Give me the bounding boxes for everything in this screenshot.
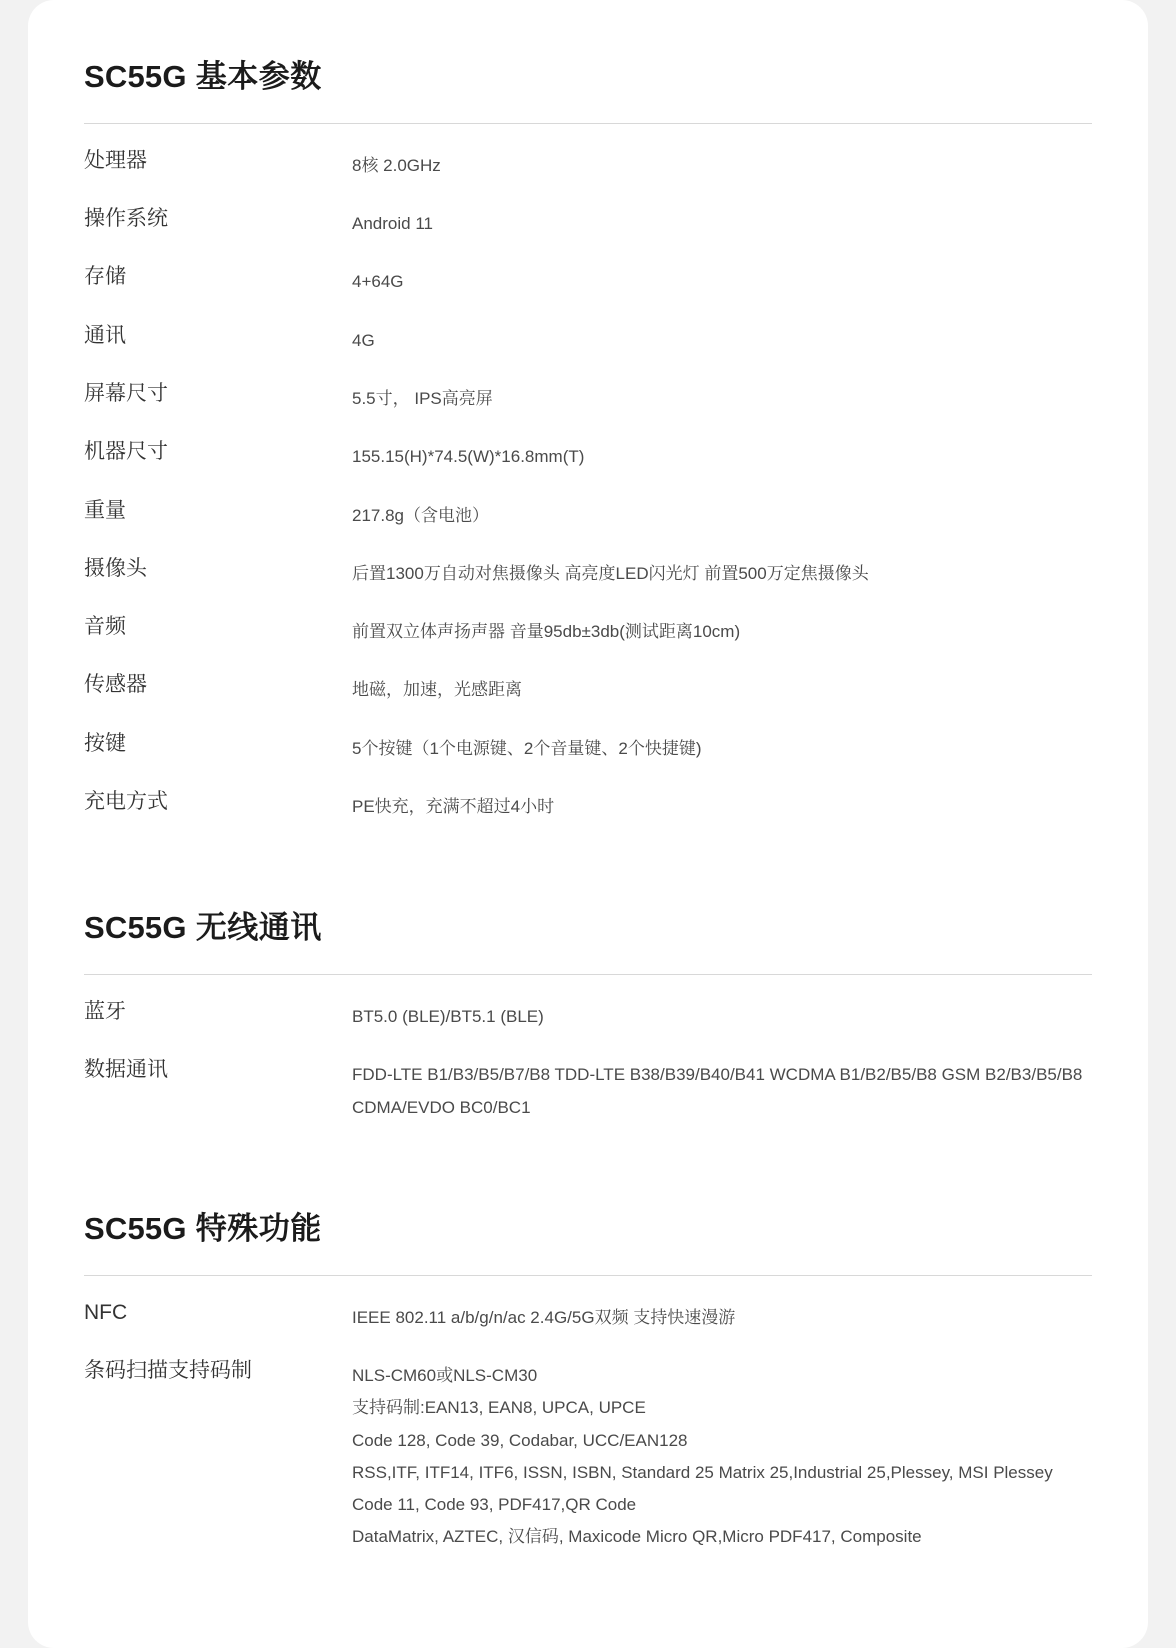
spec-value <box>352 996 1092 1033</box>
section-divider <box>84 1275 1092 1276</box>
section-title-model: SC55G <box>84 910 187 946</box>
spec-row <box>84 1344 1092 1564</box>
spec-row <box>84 775 1092 833</box>
spec-value-line: RSS,ITF, ITF14, ITF6, ISSN, ISBN, Standard 25 Matrix 25,Industrial 25,Plessey, MSI Plessey Code 11, Code 93, PDF417,QR Code <box>352 1462 1053 1515</box>
spec-value <box>352 495 1092 532</box>
spec-section <box>84 1158 1092 1588</box>
spec-row <box>84 250 1092 308</box>
spec-label: 按键 <box>84 731 126 755</box>
spec-row <box>84 542 1092 600</box>
spec-sheet-content <box>28 0 1148 1588</box>
spec-value-line: 4+64G <box>352 272 404 292</box>
spec-value <box>352 669 1092 706</box>
spec-value <box>352 261 1092 298</box>
spec-value-line: 217.8g（含电池） <box>352 505 489 525</box>
spec-label: 通讯 <box>84 323 126 347</box>
section-title <box>84 0 1092 97</box>
spec-label: 充电方式 <box>84 790 168 814</box>
spec-label: 机器尺寸 <box>84 440 168 464</box>
spec-label: 重量 <box>84 498 126 522</box>
spec-value-line: NLS-CM60或NLS-CM30 <box>352 1366 538 1385</box>
spec-row <box>84 192 1092 250</box>
spec-row <box>84 717 1092 775</box>
spec-row <box>84 658 1092 716</box>
spec-value <box>352 436 1092 473</box>
spec-section <box>84 0 1092 857</box>
spec-value-line: 8核 2.0GHz <box>352 155 441 175</box>
spec-value-line: 4G <box>352 330 375 350</box>
spec-value-line: 5个按键（1个电源键、2个音量键、2个快捷键) <box>352 738 702 758</box>
spec-label: 屏幕尺寸 <box>84 381 168 405</box>
section-title-model: SC55G <box>84 59 187 94</box>
spec-label: 操作系统 <box>84 207 168 231</box>
spec-row <box>84 484 1092 542</box>
spec-label: 处理器 <box>84 148 147 172</box>
spec-label: 存储 <box>84 265 126 289</box>
spec-row <box>84 367 1092 425</box>
spec-value <box>352 320 1092 357</box>
spec-row <box>84 1043 1092 1134</box>
spec-value-line: BT5.0 (BLE)/BT5.1 (BLE) <box>352 1007 544 1027</box>
spec-label: 音频 <box>84 615 126 639</box>
spec-value <box>352 1355 1092 1554</box>
spec-value-line: 155.15(H)*74.5(W)*16.8mm(T) <box>352 447 585 467</box>
spec-sections <box>84 0 1092 1588</box>
spec-label: 数据通讯 <box>84 1058 168 1082</box>
spec-value <box>352 728 1092 765</box>
spec-label: 蓝牙 <box>84 1000 126 1024</box>
spec-row <box>84 309 1092 367</box>
spec-value-line: DataMatrix, AZTEC, 汉信码, Maxicode Micro QR,Micro PDF417, Composite <box>352 1527 922 1547</box>
section-spacer <box>84 1564 1092 1588</box>
spec-value-line: Android 11 <box>352 214 433 234</box>
section-title-model: SC55G <box>84 1210 187 1246</box>
spec-label: 传感器 <box>84 673 147 697</box>
spec-value <box>352 1054 1092 1124</box>
spec-value-line: 5.5寸， IPS高亮屏 <box>352 388 493 408</box>
spec-value <box>352 145 1092 182</box>
spec-value <box>352 378 1092 415</box>
spec-value <box>352 203 1092 240</box>
spec-label: 摄像头 <box>84 556 147 580</box>
spec-value-line: Code 128, Code 39, Codabar, UCC/EAN128 <box>352 1430 688 1450</box>
spec-value-line: 地磁，加速，光感距离 <box>352 680 522 700</box>
section-spacer <box>84 833 1092 857</box>
spec-value-line: 前置双立体声扬声器 音量95db±3db(测试距离10cm) <box>352 622 741 642</box>
section-title <box>84 857 1092 948</box>
spec-value <box>352 611 1092 648</box>
spec-value <box>352 553 1092 590</box>
section-divider <box>84 123 1092 124</box>
spec-row <box>84 985 1092 1043</box>
section-divider <box>84 974 1092 975</box>
spec-value-line: 支持码制:EAN13, EAN8, UPCA, UPCE <box>352 1398 646 1418</box>
spec-label: NFC <box>84 1300 128 1324</box>
spec-value-line: IEEE 802.11 a/b/g/n/ac 2.4G/5G双频 支持快速漫游 <box>352 1307 736 1327</box>
spec-value-line: PE快充，充满不超过4小时 <box>352 797 555 817</box>
spec-value-line: 后置1300万自动对焦摄像头 高亮度LED闪光灯 前置500万定焦摄像头 <box>352 563 869 583</box>
section-spacer <box>84 1134 1092 1158</box>
spec-value <box>352 1297 1092 1334</box>
section-title <box>84 1158 1092 1249</box>
spec-row <box>84 425 1092 483</box>
spec-value <box>352 786 1092 823</box>
spec-sheet-card <box>28 0 1148 1648</box>
spec-row <box>84 600 1092 658</box>
spec-value-line: FDD-LTE B1/B3/B5/B7/B8 TDD-LTE B38/B39/B40/B41 WCDMA B1/B2/B5/B8 GSM B2/B3/B5/B8 CDMA/EVDO BC0/BC1 <box>352 1065 1083 1117</box>
section-title-text: 基本参数 <box>195 59 322 94</box>
spec-label: 条码扫描支持码制 <box>84 1359 252 1382</box>
section-title-text: 无线通讯 <box>195 910 322 946</box>
section-title-text: 特殊功能 <box>195 1210 322 1246</box>
spec-row <box>84 134 1092 192</box>
spec-section <box>84 857 1092 1158</box>
spec-row <box>84 1286 1092 1344</box>
